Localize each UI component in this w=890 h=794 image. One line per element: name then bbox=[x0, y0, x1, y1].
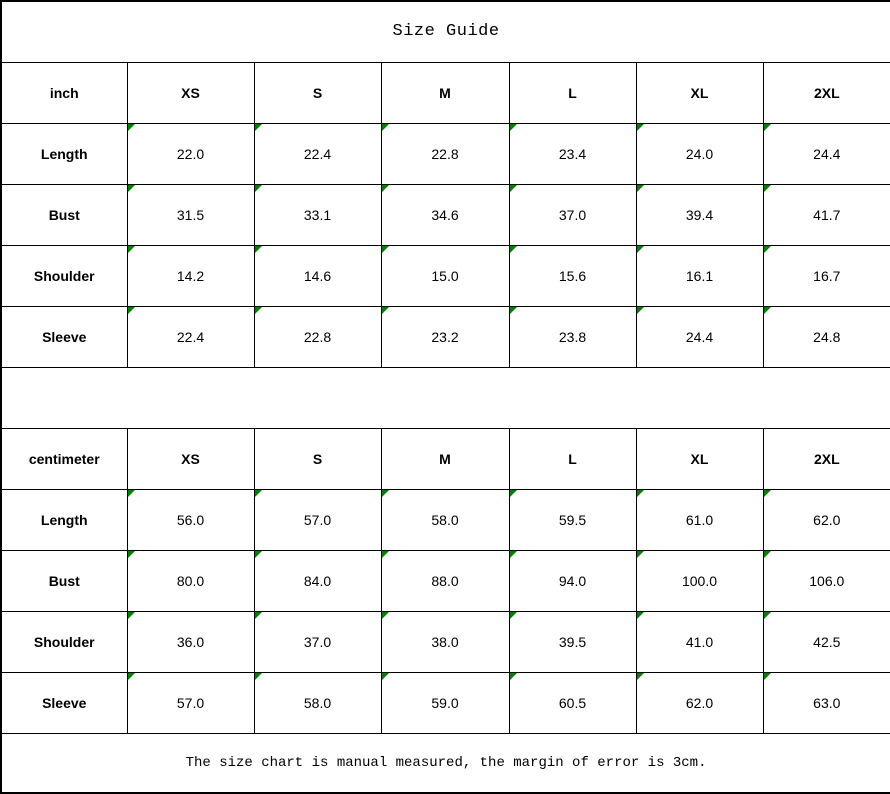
row-label-bust: Bust bbox=[1, 184, 127, 245]
corner-flag-icon bbox=[382, 612, 389, 619]
size-value-cell bbox=[509, 672, 636, 733]
size-value-cell bbox=[127, 550, 254, 611]
corner-flag-icon bbox=[510, 490, 517, 497]
size-value: 22.8 bbox=[431, 145, 459, 162]
size-value: 57.0 bbox=[303, 511, 332, 528]
size-value: 24.4 bbox=[813, 145, 841, 162]
size-value: 22.8 bbox=[303, 328, 332, 345]
corner-flag-icon bbox=[255, 307, 262, 314]
size-value-cell bbox=[636, 489, 763, 550]
corner-flag-icon bbox=[637, 490, 644, 497]
corner-flag-icon bbox=[128, 185, 135, 192]
col-header-l: L bbox=[509, 62, 636, 123]
size-value-cell bbox=[127, 123, 254, 184]
size-value-cell bbox=[763, 489, 890, 550]
size-value-cell bbox=[381, 306, 509, 367]
size-value: 41.0 bbox=[685, 633, 714, 650]
size-value-cell bbox=[381, 184, 509, 245]
size-value: 56.0 bbox=[176, 511, 205, 528]
col-header-xs: XS bbox=[127, 62, 254, 123]
corner-flag-icon bbox=[382, 551, 389, 558]
col-header-xl: XL bbox=[636, 62, 763, 123]
size-value: 16.1 bbox=[685, 267, 714, 284]
size-value-cell bbox=[254, 672, 381, 733]
measurement-row-shoulder-cm bbox=[1, 611, 890, 672]
size-value: 14.2 bbox=[176, 267, 205, 284]
size-value-cell bbox=[763, 123, 890, 184]
measurement-row-bust-cm bbox=[1, 550, 890, 611]
row-label-sleeve: Sleeve bbox=[1, 306, 127, 367]
spacer-row bbox=[1, 367, 890, 428]
col-header-2xl: 2XL bbox=[763, 428, 890, 489]
col-header-l: L bbox=[509, 428, 636, 489]
corner-flag-icon bbox=[637, 185, 644, 192]
size-value-cell bbox=[381, 123, 509, 184]
size-value-cell bbox=[636, 611, 763, 672]
page-title: Size Guide bbox=[1, 1, 890, 62]
size-value: 24.8 bbox=[813, 328, 841, 345]
size-value: 94.0 bbox=[558, 572, 587, 589]
row-label-sleeve: Sleeve bbox=[1, 672, 127, 733]
size-value-cell bbox=[381, 672, 509, 733]
corner-flag-icon bbox=[637, 124, 644, 131]
corner-flag-icon bbox=[128, 246, 135, 253]
centimeter-header-row bbox=[1, 428, 890, 489]
size-value: 58.0 bbox=[303, 694, 332, 711]
size-value-cell bbox=[763, 611, 890, 672]
corner-flag-icon bbox=[510, 673, 517, 680]
corner-flag-icon bbox=[128, 551, 135, 558]
corner-flag-icon bbox=[764, 124, 771, 131]
size-value: 31.5 bbox=[176, 206, 205, 223]
corner-flag-icon bbox=[382, 246, 389, 253]
size-value: 39.5 bbox=[558, 633, 587, 650]
size-value: 37.0 bbox=[303, 633, 332, 650]
size-value: 23.4 bbox=[558, 145, 587, 162]
size-value: 23.8 bbox=[558, 328, 587, 345]
size-value-cell bbox=[381, 550, 509, 611]
size-value: 38.0 bbox=[431, 633, 459, 650]
size-value: 24.0 bbox=[685, 145, 714, 162]
size-value: 59.5 bbox=[558, 511, 587, 528]
corner-flag-icon bbox=[128, 124, 135, 131]
corner-flag-icon bbox=[510, 185, 517, 192]
size-value-cell bbox=[381, 489, 509, 550]
corner-flag-icon bbox=[764, 246, 771, 253]
size-value-cell bbox=[254, 550, 381, 611]
spacer-cell bbox=[1, 367, 890, 428]
size-value: 61.0 bbox=[685, 511, 714, 528]
corner-flag-icon bbox=[510, 551, 517, 558]
corner-flag-icon bbox=[510, 246, 517, 253]
size-value: 62.0 bbox=[685, 694, 714, 711]
size-value-cell bbox=[254, 123, 381, 184]
size-value-cell bbox=[127, 245, 254, 306]
corner-flag-icon bbox=[764, 307, 771, 314]
corner-flag-icon bbox=[128, 612, 135, 619]
col-header-xl: XL bbox=[636, 428, 763, 489]
size-value-cell bbox=[254, 611, 381, 672]
size-value-cell bbox=[127, 306, 254, 367]
corner-flag-icon bbox=[255, 185, 262, 192]
corner-flag-icon bbox=[128, 307, 135, 314]
size-value: 15.6 bbox=[558, 267, 587, 284]
corner-flag-icon bbox=[382, 673, 389, 680]
size-value: 23.2 bbox=[431, 328, 459, 345]
corner-flag-icon bbox=[637, 246, 644, 253]
size-value-cell bbox=[127, 611, 254, 672]
size-value-cell bbox=[509, 550, 636, 611]
size-value-cell bbox=[636, 245, 763, 306]
corner-flag-icon bbox=[764, 551, 771, 558]
size-value-cell bbox=[127, 184, 254, 245]
measurement-row-length-cm bbox=[1, 489, 890, 550]
corner-flag-icon bbox=[382, 307, 389, 314]
corner-flag-icon bbox=[637, 673, 644, 680]
measurement-row-length-inch bbox=[1, 123, 890, 184]
size-value-cell bbox=[381, 245, 509, 306]
size-value-cell bbox=[509, 123, 636, 184]
size-value-cell bbox=[509, 306, 636, 367]
corner-flag-icon bbox=[128, 673, 135, 680]
footer-row bbox=[1, 733, 890, 793]
corner-flag-icon bbox=[764, 673, 771, 680]
size-value-cell bbox=[763, 184, 890, 245]
size-value-cell bbox=[636, 672, 763, 733]
size-value: 24.4 bbox=[685, 328, 714, 345]
unit-header-inch: inch bbox=[1, 62, 127, 123]
size-value: 106.0 bbox=[809, 572, 845, 589]
size-value-cell bbox=[636, 123, 763, 184]
size-value: 42.5 bbox=[813, 633, 841, 650]
size-value-cell bbox=[127, 489, 254, 550]
corner-flag-icon bbox=[255, 673, 262, 680]
corner-flag-icon bbox=[382, 490, 389, 497]
footer-note: The size chart is manual measured, the margin of error is 3cm. bbox=[1, 733, 890, 793]
size-value: 22.4 bbox=[176, 328, 205, 345]
size-value-cell bbox=[509, 245, 636, 306]
row-label-bust: Bust bbox=[1, 550, 127, 611]
measurement-row-bust-inch bbox=[1, 184, 890, 245]
row-label-shoulder: Shoulder bbox=[1, 611, 127, 672]
corner-flag-icon bbox=[255, 551, 262, 558]
corner-flag-icon bbox=[255, 490, 262, 497]
corner-flag-icon bbox=[764, 612, 771, 619]
size-value-cell bbox=[636, 550, 763, 611]
corner-flag-icon bbox=[382, 124, 389, 131]
size-value: 34.6 bbox=[431, 206, 459, 223]
size-value-cell bbox=[763, 550, 890, 611]
size-value: 57.0 bbox=[176, 694, 205, 711]
corner-flag-icon bbox=[128, 490, 135, 497]
size-value: 63.0 bbox=[813, 694, 841, 711]
col-header-xs: XS bbox=[127, 428, 254, 489]
row-label-shoulder: Shoulder bbox=[1, 245, 127, 306]
size-value: 59.0 bbox=[431, 694, 459, 711]
corner-flag-icon bbox=[764, 490, 771, 497]
corner-flag-icon bbox=[510, 307, 517, 314]
size-value: 88.0 bbox=[431, 572, 459, 589]
size-value: 37.0 bbox=[558, 206, 587, 223]
corner-flag-icon bbox=[255, 246, 262, 253]
size-value-cell bbox=[509, 184, 636, 245]
size-value: 36.0 bbox=[176, 633, 205, 650]
size-value: 84.0 bbox=[303, 572, 332, 589]
col-header-m: M bbox=[381, 428, 509, 489]
corner-flag-icon bbox=[382, 185, 389, 192]
size-value-cell bbox=[636, 184, 763, 245]
size-value-cell bbox=[254, 306, 381, 367]
size-value: 80.0 bbox=[176, 572, 205, 589]
size-value: 100.0 bbox=[681, 572, 718, 589]
unit-header-centimeter: centimeter bbox=[1, 428, 127, 489]
size-value-cell bbox=[254, 184, 381, 245]
measurement-row-sleeve-inch bbox=[1, 306, 890, 367]
title-row bbox=[1, 1, 890, 62]
corner-flag-icon bbox=[637, 612, 644, 619]
size-value-cell bbox=[127, 672, 254, 733]
size-value: 33.1 bbox=[303, 206, 332, 223]
size-value: 22.4 bbox=[303, 145, 332, 162]
size-value-cell bbox=[763, 672, 890, 733]
corner-flag-icon bbox=[510, 124, 517, 131]
size-value-cell bbox=[636, 306, 763, 367]
corner-flag-icon bbox=[255, 124, 262, 131]
inch-header-row bbox=[1, 62, 890, 123]
corner-flag-icon bbox=[764, 185, 771, 192]
size-value: 62.0 bbox=[813, 511, 841, 528]
col-header-m: M bbox=[381, 62, 509, 123]
row-label-length: Length bbox=[1, 489, 127, 550]
size-value-cell bbox=[381, 611, 509, 672]
size-value-cell bbox=[254, 245, 381, 306]
size-value-cell bbox=[763, 306, 890, 367]
col-header-s: S bbox=[254, 62, 381, 123]
size-value-cell bbox=[254, 489, 381, 550]
size-value-cell bbox=[509, 489, 636, 550]
size-value: 22.0 bbox=[176, 145, 205, 162]
size-value: 58.0 bbox=[431, 511, 459, 528]
size-value: 14.6 bbox=[303, 267, 332, 284]
size-value: 39.4 bbox=[685, 206, 714, 223]
size-value: 15.0 bbox=[431, 267, 459, 284]
corner-flag-icon bbox=[637, 551, 644, 558]
size-value: 60.5 bbox=[558, 694, 587, 711]
corner-flag-icon bbox=[255, 612, 262, 619]
size-value: 16.7 bbox=[813, 267, 841, 284]
col-header-s: S bbox=[254, 428, 381, 489]
col-header-2xl: 2XL bbox=[763, 62, 890, 123]
measurement-row-shoulder-inch bbox=[1, 245, 890, 306]
corner-flag-icon bbox=[637, 307, 644, 314]
size-value-cell bbox=[509, 611, 636, 672]
size-value-cell bbox=[763, 245, 890, 306]
row-label-length: Length bbox=[1, 123, 127, 184]
corner-flag-icon bbox=[510, 612, 517, 619]
measurement-row-sleeve-cm bbox=[1, 672, 890, 733]
size-value: 41.7 bbox=[813, 206, 841, 223]
